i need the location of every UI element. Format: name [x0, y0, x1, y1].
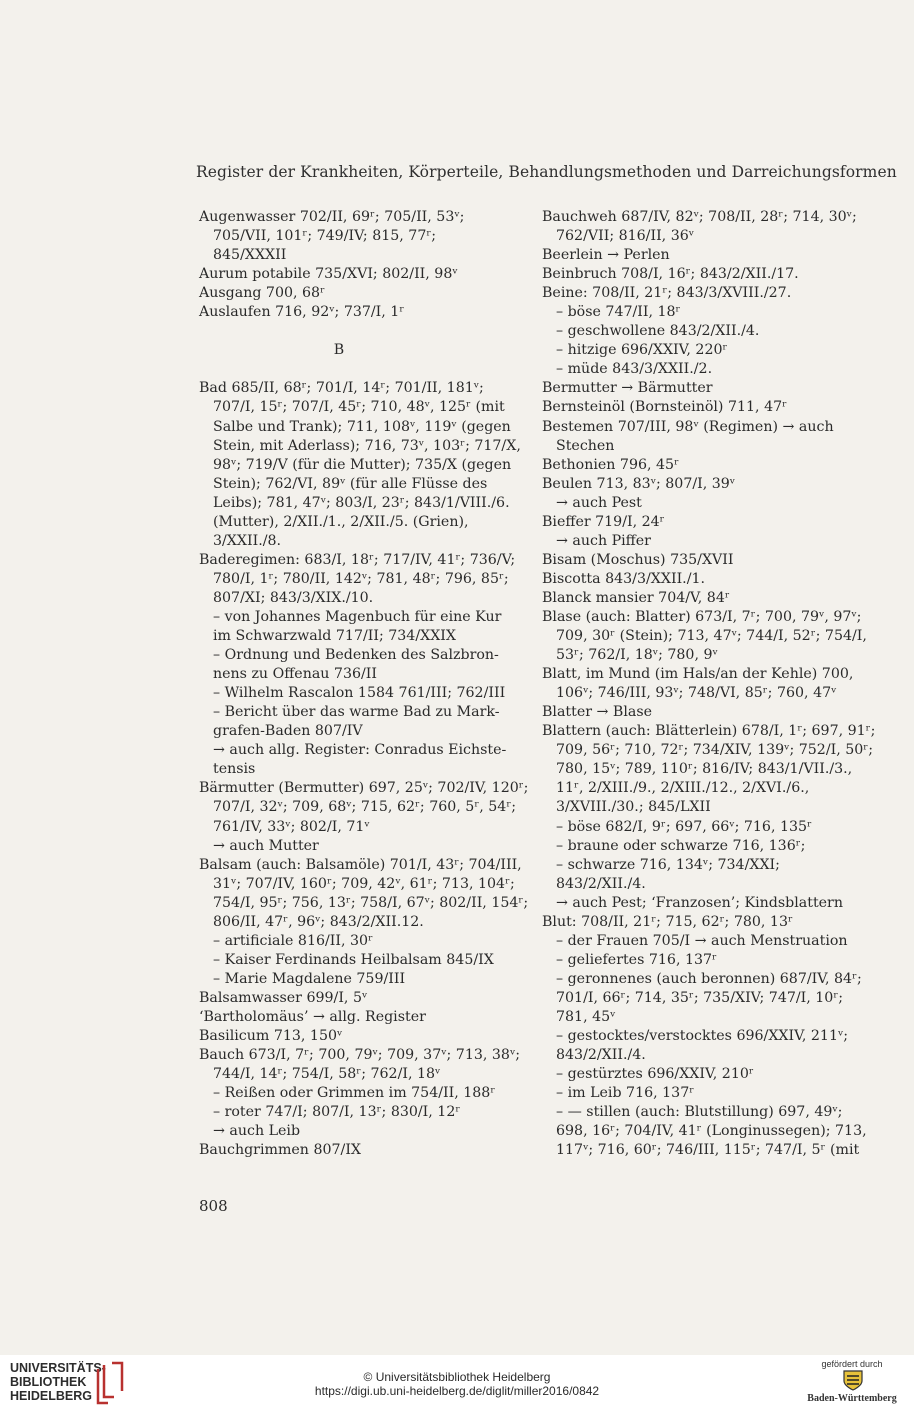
index-entry: Blase (auch: Blatter) 673/I, 7ʳ; 700, 79ᵛ, 97ᵛ; [542, 608, 862, 625]
section-gap [199, 360, 499, 379]
footer-bar [0, 1355, 914, 1411]
entry-continuation: – geliefertes 716, 137ʳ [556, 951, 717, 968]
library-logo-line: HEIDELBERG [10, 1389, 92, 1403]
index-entry: ‘Bartholomäus’ → allg. Register [199, 1008, 426, 1025]
index-entry: Bauchgrimmen 807/IX [199, 1142, 362, 1159]
index-entry: Beinbruch 708/I, 16ʳ; 843/2/XII./17. [542, 266, 799, 283]
sponsor-name: Baden-Württemberg [807, 1393, 897, 1404]
entry-continuation: (Mutter), 2/XII./1., 2/XII./5. (Grien), [213, 513, 469, 530]
entry-continuation: 3/XVIII./30.; 845/LXII [556, 799, 711, 816]
entry-continuation: → auch Mutter [213, 837, 319, 854]
entry-continuation: – im Leib 716, 137ʳ [556, 1085, 695, 1102]
entry-continuation: – gestürztes 696/XXIV, 210ʳ [556, 1066, 754, 1083]
entry-continuation: 53ʳ; 762/I, 18ᵛ; 780, 9ᵛ [556, 647, 718, 664]
index-entry: Bauchweh 687/IV, 82ᵛ; 708/II, 28ʳ; 714, 30ᵛ; [542, 209, 857, 225]
sponsor-block[interactable] [802, 1359, 902, 1404]
entry-continuation: – müde 843/3/XXII./2. [556, 361, 713, 378]
index-entry: Bestemen 707/III, 98ᵛ (Regimen) → auch [542, 418, 834, 435]
index-entry: Beulen 713, 83ᵛ; 807/I, 39ᵛ [542, 475, 736, 492]
index-entry: Bärmutter (Bermutter) 697, 25ᵛ; 702/IV, 120ʳ; [199, 780, 529, 797]
entry-continuation: 698, 16ʳ; 704/IV, 41ʳ (Longinussegen); 713, [556, 1123, 867, 1140]
entry-continuation: – böse 682/I, 9ʳ; 697, 66ᵛ; 716, 135ʳ [556, 818, 812, 835]
entry-continuation: tensis [213, 761, 256, 778]
index-entry: Basilicum 713, 150ᵛ [199, 1028, 343, 1045]
entry-continuation: – Bericht über das warme Bad zu Mark- [213, 704, 500, 721]
entry-continuation: 845/XXXII [213, 247, 287, 264]
entry-continuation: – braune oder schwarze 716, 136ʳ; [556, 837, 806, 854]
entry-continuation: 106ᵛ; 746/III, 93ᵛ; 748/VI, 85ʳ; 760, 47ᵛ [556, 685, 837, 702]
index-entry: Augenwasser 702/II, 69ʳ; 705/II, 53ᵛ; [199, 209, 465, 225]
entry-continuation: 754/I, 95ʳ; 756, 13ʳ; 758/I, 67ᵛ; 802/II, 154ʳ; [213, 894, 529, 911]
section-gap [199, 322, 499, 341]
entry-continuation: 806/II, 47ʳ, 96ᵛ; 843/2/XII.12. [213, 913, 424, 930]
entry-continuation: – Marie Magdalene 759/III [213, 970, 406, 987]
entry-continuation: Stein, mit Aderlass); 716, 73ᵛ, 103ʳ; 717/X, [213, 437, 521, 454]
entry-continuation: – böse 747/II, 18ʳ [556, 304, 681, 321]
index-entry: Blattern (auch: Blätterlein) 678/I, 1ʳ; 697, 91ʳ; [542, 723, 876, 740]
entry-continuation: grafen-Baden 807/IV [213, 723, 363, 740]
library-logo-line: UNIVERSITÄTS- [10, 1361, 106, 1375]
entry-continuation: Stein); 762/VI, 89ᵛ (für alle Flüsse des [213, 475, 488, 492]
entry-continuation: – Reißen oder Grimmen im 754/II, 188ʳ [213, 1085, 496, 1102]
entry-continuation: 780, 15ᵛ; 789, 110ʳ; 816/IV; 843/1/VII./3., [556, 761, 853, 778]
entry-continuation: – hitzige 696/XXIV, 220ʳ [556, 342, 728, 359]
index-entry: Auslaufen 716, 92ᵛ; 737/I, 1ʳ [199, 304, 405, 321]
index-entry: Blatt, im Mund (im Hals/an der Kehle) 700, [542, 666, 854, 683]
entry-continuation: nens zu Offenau 736/II [213, 666, 378, 683]
section-letter: B [333, 342, 345, 359]
entry-continuation: – geronnenes (auch beronnen) 687/IV, 84ʳ; [556, 970, 862, 987]
entry-continuation: 843/2/XII./4. [556, 875, 646, 892]
page-number: 808 [199, 1197, 228, 1215]
entry-continuation: 31ᵛ; 707/IV, 160ʳ; 709, 42ᵛ, 61ʳ; 713, 104ʳ; [213, 875, 515, 892]
index-entry: Blanck mansier 704/V, 84ʳ [542, 589, 730, 606]
entry-continuation: 781, 45ᵛ [556, 1008, 616, 1025]
entry-continuation: – der Frauen 705/I → auch Menstruation [556, 932, 848, 949]
entry-continuation: 3/XXII./8. [213, 532, 282, 549]
entry-continuation: – Wilhelm Rascalon 1584 761/III; 762/III [213, 685, 506, 702]
entry-continuation: 780/I, 1ʳ; 780/II, 142ᵛ; 781, 48ʳ; 796, 85ʳ; [213, 570, 509, 587]
entry-continuation: – — stillen (auch: Blutstillung) 697, 49ᵛ; [556, 1104, 843, 1121]
entry-continuation: – roter 747/I; 807/I, 13ʳ; 830/I, 12ʳ [213, 1104, 461, 1121]
index-entry: Beerlein → Perlen [542, 247, 670, 264]
index-entry: Bauch 673/I, 7ʳ; 700, 79ᵛ; 709, 37ᵛ; 713, 38ᵛ; [199, 1047, 521, 1064]
entry-continuation: – schwarze 716, 134ᵛ; 734/XXI; [556, 856, 780, 873]
entry-continuation: 11ʳ, 2/XIII./9., 2/XIII./12., 2/XVI./6., [556, 780, 810, 797]
page-header: Register der Krankheiten, Körperteile, Behandlungsmethoden und Darreichungsformen [196, 163, 897, 181]
library-logo-line: BIBLIOTHEK [10, 1375, 87, 1389]
entry-continuation: im Schwarzwald 717/II; 734/XXIX [213, 628, 457, 645]
entry-continuation: 705/VII, 101ʳ; 749/IV; 815, 77ʳ; [213, 228, 437, 245]
right-column [542, 208, 876, 1160]
entry-continuation: → auch allg. Register: Conradus Eichste- [213, 742, 507, 759]
entry-continuation: → auch Pest; ‘Franzosen’; Kindsblattern [556, 894, 843, 911]
entry-continuation: 744/I, 14ʳ; 754/I, 58ʳ; 762/I, 18ᵛ [213, 1066, 441, 1083]
entry-continuation: 707/I, 15ʳ; 707/I, 45ʳ; 710, 48ᵛ, 125ʳ (mit [213, 399, 505, 416]
sponsor-label: gefördert durch [821, 1359, 883, 1369]
entry-continuation: → auch Piffer [556, 532, 651, 549]
index-entry: Bisam (Moschus) 735/XVII [542, 551, 734, 568]
entry-continuation: → auch Leib [213, 1123, 301, 1140]
index-entry: Beine: 708/II, 21ʳ; 843/3/XVIII./27. [542, 285, 792, 302]
entry-continuation: 98ᵛ; 719/V (für die Mutter); 735/X (gegen [213, 456, 512, 473]
entry-continuation: 761/IV, 33ᵛ; 802/I, 71ᵛ [213, 818, 370, 835]
entry-continuation: 701/I, 66ʳ; 714, 35ʳ; 735/XIV; 747/I, 10ʳ; [556, 989, 844, 1006]
index-entry: Biscotta 843/3/XXII./1. [542, 570, 706, 587]
crest-icon [842, 1369, 864, 1391]
index-entry: Bermutter → Bärmutter [542, 380, 713, 397]
entry-continuation: – Kaiser Ferdinands Heilbalsam 845/IX [213, 951, 494, 968]
copyright-block [0, 1370, 914, 1398]
entry-continuation: 762/VII; 816/II, 36ᵛ [556, 228, 695, 245]
index-entry: Bethonien 796, 45ʳ [542, 456, 679, 473]
entry-continuation: Leibs); 781, 47ᵛ; 803/I, 23ʳ; 843/1/VIII./6. [213, 494, 510, 511]
index-entry: Balsam (auch: Balsamöle) 701/I, 43ʳ; 704/III, [199, 856, 522, 873]
entry-continuation: → auch Pest [556, 494, 642, 511]
index-entry: Aurum potabile 735/XVI; 802/II, 98ᵛ [199, 266, 458, 283]
index-entry: Blatter → Blase [542, 704, 653, 721]
entry-continuation: 807/XI; 843/3/XIX./10. [213, 589, 374, 606]
entry-continuation: Stechen [556, 437, 615, 454]
index-entry: Bieffer 719/I, 24ʳ [542, 513, 665, 530]
entry-continuation: 709, 30ʳ (Stein); 713, 47ᵛ; 744/I, 52ʳ; 754/I, [556, 628, 867, 645]
index-entry: Blut: 708/II, 21ʳ; 715, 62ʳ; 780, 13ʳ [542, 913, 793, 930]
entry-continuation: 707/I, 32ᵛ; 709, 68ᵛ; 715, 62ʳ; 760, 5ʳ, 54ʳ; [213, 799, 517, 816]
entry-continuation: – Ordnung und Bedenken des Salzbron- [213, 647, 499, 664]
entry-continuation: – geschwollene 843/2/XII./4. [556, 323, 760, 340]
entry-continuation: 709, 56ʳ; 710, 72ʳ; 734/XIV, 139ᵛ; 752/I, 50ʳ; [556, 742, 873, 759]
index-entry: Balsamwasser 699/I, 5ᵛ [199, 989, 368, 1006]
source-url-link[interactable]: https://digi.ub.uni-heidelberg.de/diglit/miller2016/0842 [314, 1384, 600, 1398]
left-column [199, 208, 529, 1160]
index-entry: Baderegimen: 683/I, 18ʳ; 717/IV, 41ʳ; 736/V; [199, 551, 516, 568]
entry-continuation: 117ᵛ; 716, 60ʳ; 746/III, 115ʳ; 747/I, 5ʳ (mit [556, 1142, 860, 1159]
entry-continuation: – gestocktes/verstocktes 696/XXIV, 211ᵛ; [556, 1028, 849, 1045]
entry-continuation: 843/2/XII./4. [556, 1047, 646, 1064]
copyright-text: © Universitätsbibliothek Heidelberg [363, 1370, 551, 1384]
index-entry: Bad 685/II, 68ʳ; 701/I, 14ʳ; 701/II, 181ᵛ; [199, 380, 484, 397]
index-entry: Bernsteinöl (Bornsteinöl) 711, 47ʳ [542, 399, 788, 416]
entry-continuation: – artificiale 816/II, 30ʳ [213, 932, 373, 949]
entry-continuation: Salbe und Trank); 711, 108ᵛ, 119ᵛ (gegen [213, 418, 511, 435]
entry-continuation: – von Johannes Magenbuch für eine Kur [213, 608, 502, 625]
index-entry: Ausgang 700, 68ʳ [199, 285, 326, 302]
